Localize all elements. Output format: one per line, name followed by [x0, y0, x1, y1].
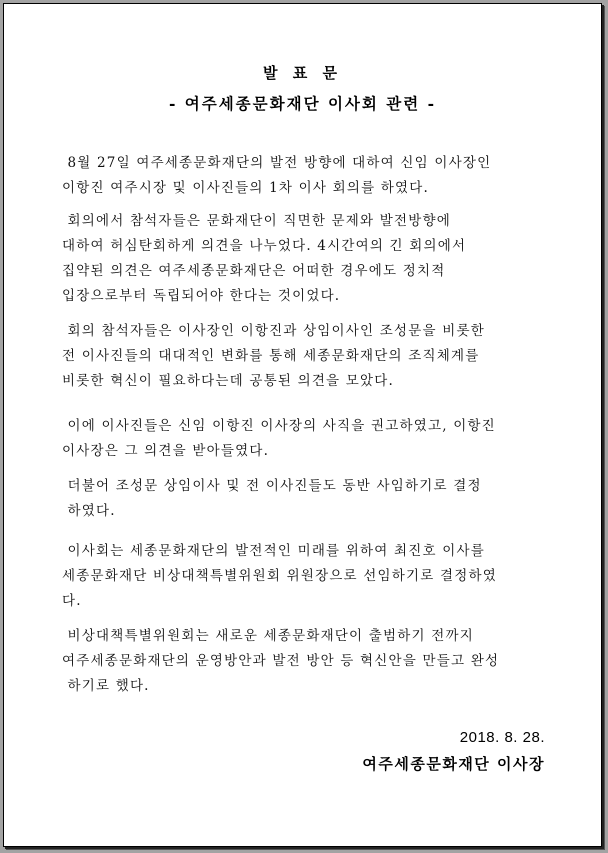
- paragraph-line: 입장으로부터 독립되어야 한다는 것이었다.: [62, 288, 341, 304]
- document-title: 발 표 문: [263, 64, 342, 82]
- paragraph-line: 하기로 했다.: [62, 678, 150, 694]
- paragraph-line: 대하여 허심탄회하게 의견을 나누었다. 4시간여의 긴 회의에서: [62, 238, 467, 254]
- paragraph-line: 8월 27일 여주세종문화재단의 발전 방향에 대하여 신임 이사장인: [62, 155, 492, 171]
- document-signature: 여주세종문화재단 이사장: [362, 755, 545, 773]
- paragraph-line: 다.: [62, 593, 82, 609]
- paragraph-line: 회의에서 참석자들은 문화재단이 직면한 문제와 발전방향에: [62, 213, 451, 229]
- paragraph-line: 이사장은 그 의견을 받아들였다.: [62, 443, 270, 459]
- paragraph-line: 전 이사진들의 대대적인 변화를 통해 세종문화재단의 조직체계를: [62, 348, 480, 364]
- paragraph-line: 회의 참석자들은 이사장인 이항진과 상임이사인 조성문을 비롯한: [62, 323, 485, 339]
- paragraph-line: 이사회는 세종문화재단의 발전적인 미래를 위하여 최진호 이사를: [62, 543, 485, 559]
- document-subtitle: - 여주세종문화재단 이사회 관련 -: [168, 94, 437, 113]
- paragraph-line: 세종문화재단 비상대책특별위원회 위원장으로 선임하기로 결정하였: [62, 568, 497, 584]
- paragraph-line: 여주세종문화재단의 운영방안과 발전 방안 등 혁신안을 만들고 완성: [62, 653, 500, 669]
- paragraph-line: 비상대책특별위원회는 새로운 세종문화재단이 출범하기 전까지: [62, 628, 474, 644]
- paragraph-line: 더불어 조성문 상임이사 및 전 이사진들도 동반 사임하기로 결정: [62, 478, 482, 494]
- paragraph-line: 하였다.: [62, 503, 116, 519]
- document-date: 2018. 8. 28.: [459, 729, 545, 746]
- document-page: [3, 3, 602, 847]
- paragraph-line: 집약된 의견은 여주세종문화재단은 어떠한 경우에도 정치적: [62, 263, 446, 279]
- paragraph-line: 이항진 여주시장 및 이사진들의 1차 이사 회의를 하였다.: [62, 180, 430, 196]
- paragraph-line: 비롯한 혁신이 필요하다는데 공통된 의견을 모았다.: [62, 373, 395, 389]
- paragraph-line: 이에 이사진들은 신임 이항진 이사장의 사직을 권고하였고, 이항진: [62, 418, 496, 434]
